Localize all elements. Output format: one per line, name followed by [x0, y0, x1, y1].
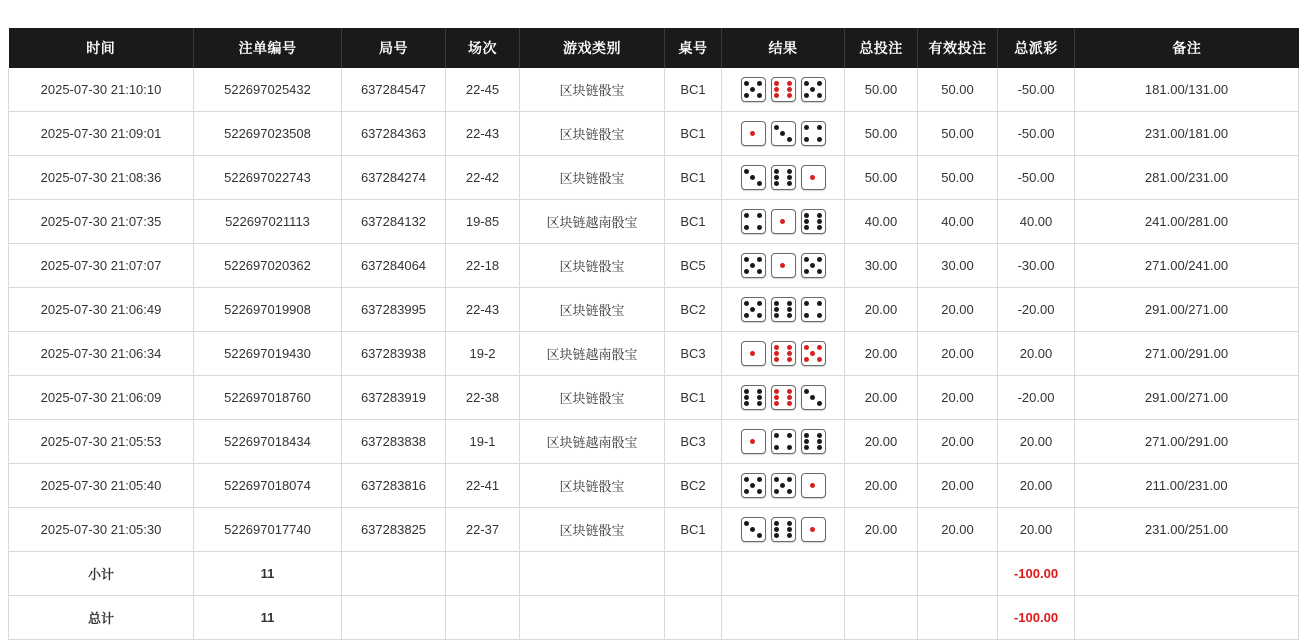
cell-remark: 241.00/281.00	[1075, 200, 1299, 244]
cell-game-type: 区块链越南骰宝	[520, 200, 665, 244]
cell-valid-bet: 20.00	[918, 420, 998, 464]
cell-table-no: BC1	[665, 200, 722, 244]
cell-order-no: 522697023508	[194, 112, 342, 156]
cell-total-payout: -20.00	[998, 288, 1075, 332]
cell-table-no: BC1	[665, 68, 722, 112]
summary-blank-gametype	[520, 552, 665, 596]
table-header	[9, 28, 1299, 68]
dice-icon	[771, 473, 796, 498]
dice-group	[723, 517, 843, 542]
dice-icon	[771, 165, 796, 190]
summary-count: 11	[194, 552, 342, 596]
dice-icon	[741, 341, 766, 366]
dice-icon	[741, 121, 766, 146]
summary-label: 小计	[9, 552, 194, 596]
table-row[interactable]	[9, 200, 1299, 244]
table-row[interactable]	[9, 420, 1299, 464]
cell-remark: 231.00/251.00	[1075, 508, 1299, 552]
dice-icon	[801, 77, 826, 102]
dice-icon	[801, 297, 826, 322]
cell-game-type: 区块链骰宝	[520, 288, 665, 332]
cell-result	[722, 244, 845, 288]
cell-session: 22-41	[446, 464, 520, 508]
cell-valid-bet: 20.00	[918, 332, 998, 376]
dice-icon	[801, 165, 826, 190]
cell-time: 2025-07-30 21:08:36	[9, 156, 194, 200]
dice-group	[723, 429, 843, 454]
dice-icon	[741, 429, 766, 454]
column-header-total-bet: 总投注	[845, 28, 918, 68]
cell-table-no: BC1	[665, 508, 722, 552]
cell-table-no: BC2	[665, 288, 722, 332]
summary-label: 总计	[9, 596, 194, 640]
cell-valid-bet: 20.00	[918, 464, 998, 508]
cell-order-no: 522697019908	[194, 288, 342, 332]
cell-total-bet: 50.00	[845, 112, 918, 156]
cell-time: 2025-07-30 21:05:40	[9, 464, 194, 508]
cell-game-type: 区块链骰宝	[520, 112, 665, 156]
cell-result	[722, 508, 845, 552]
cell-round-no: 637283919	[342, 376, 446, 420]
dice-icon	[741, 385, 766, 410]
column-header-session: 场次	[446, 28, 520, 68]
dice-icon	[741, 517, 766, 542]
cell-order-no: 522697019430	[194, 332, 342, 376]
summary-total-bet: 340.00	[845, 552, 918, 596]
cell-time: 2025-07-30 21:05:30	[9, 508, 194, 552]
table-row[interactable]	[9, 508, 1299, 552]
cell-game-type: 区块链骰宝	[520, 376, 665, 420]
cell-order-no: 522697018074	[194, 464, 342, 508]
cell-round-no: 637284363	[342, 112, 446, 156]
dice-icon	[801, 517, 826, 542]
table-body	[9, 68, 1299, 640]
cell-result	[722, 200, 845, 244]
cell-total-payout: 20.00	[998, 464, 1075, 508]
cell-game-type: 区块链骰宝	[520, 68, 665, 112]
cell-result	[722, 332, 845, 376]
column-header-round-no: 局号	[342, 28, 446, 68]
cell-time: 2025-07-30 21:09:01	[9, 112, 194, 156]
cell-result	[722, 420, 845, 464]
dice-icon	[801, 385, 826, 410]
dice-icon	[801, 253, 826, 278]
dice-icon	[801, 473, 826, 498]
cell-session: 22-42	[446, 156, 520, 200]
dice-icon	[771, 77, 796, 102]
cell-total-payout: -30.00	[998, 244, 1075, 288]
cell-time: 2025-07-30 21:05:53	[9, 420, 194, 464]
cell-remark: 281.00/231.00	[1075, 156, 1299, 200]
cell-valid-bet: 30.00	[918, 244, 998, 288]
cell-remark: 291.00/271.00	[1075, 376, 1299, 420]
cell-result	[722, 288, 845, 332]
dice-group	[723, 121, 843, 146]
cell-valid-bet: 20.00	[918, 288, 998, 332]
cell-table-no: BC1	[665, 112, 722, 156]
dice-icon	[771, 297, 796, 322]
dice-group	[723, 77, 843, 102]
summary-total-payout: -100.00	[998, 552, 1075, 596]
cell-remark: 231.00/181.00	[1075, 112, 1299, 156]
cell-total-payout: -20.00	[998, 376, 1075, 420]
cell-session: 19-2	[446, 332, 520, 376]
dice-group	[723, 473, 843, 498]
cell-result	[722, 156, 845, 200]
summary-blank-table	[665, 552, 722, 596]
cell-total-bet: 20.00	[845, 508, 918, 552]
cell-order-no: 522697017740	[194, 508, 342, 552]
cell-session: 22-18	[446, 244, 520, 288]
cell-session: 22-45	[446, 68, 520, 112]
cell-table-no: BC5	[665, 244, 722, 288]
cell-valid-bet: 40.00	[918, 200, 998, 244]
dice-icon	[741, 253, 766, 278]
summary-blank-session	[446, 552, 520, 596]
table-row[interactable]	[9, 68, 1299, 112]
dice-icon	[771, 209, 796, 234]
cell-session: 22-43	[446, 112, 520, 156]
dice-group	[723, 209, 843, 234]
cell-order-no: 522697018434	[194, 420, 342, 464]
dice-group	[723, 165, 843, 190]
cell-total-bet: 50.00	[845, 68, 918, 112]
column-header-order-no: 注单编号	[194, 28, 342, 68]
table-row[interactable]	[9, 244, 1299, 288]
cell-total-payout: 20.00	[998, 420, 1075, 464]
cell-game-type: 区块链越南骰宝	[520, 420, 665, 464]
cell-remark: 271.00/241.00	[1075, 244, 1299, 288]
cell-session: 19-85	[446, 200, 520, 244]
dice-icon	[741, 165, 766, 190]
column-header-table-no: 桌号	[665, 28, 722, 68]
cell-remark: 271.00/291.00	[1075, 420, 1299, 464]
table-row[interactable]	[9, 112, 1299, 156]
cell-round-no: 637283838	[342, 420, 446, 464]
cell-game-type: 区块链骰宝	[520, 244, 665, 288]
dice-icon	[801, 429, 826, 454]
cell-order-no: 522697021113	[194, 200, 342, 244]
cell-order-no: 522697020362	[194, 244, 342, 288]
cell-valid-bet: 50.00	[918, 156, 998, 200]
summary-row	[9, 552, 1299, 596]
header-row	[9, 28, 1299, 68]
dice-icon	[771, 341, 796, 366]
column-header-remark: 备注	[1075, 28, 1299, 68]
cell-total-bet: 30.00	[845, 244, 918, 288]
cell-table-no: BC1	[665, 156, 722, 200]
cell-total-payout: -50.00	[998, 112, 1075, 156]
cell-total-bet: 20.00	[845, 288, 918, 332]
cell-table-no: BC1	[665, 376, 722, 420]
cell-remark: 211.00/231.00	[1075, 464, 1299, 508]
cell-round-no: 637283825	[342, 508, 446, 552]
summary-valid-bet: 340.00	[918, 552, 998, 596]
table-row[interactable]	[9, 376, 1299, 420]
cell-order-no: 522697025432	[194, 68, 342, 112]
cell-session: 22-43	[446, 288, 520, 332]
cell-table-no: BC2	[665, 464, 722, 508]
cell-table-no: BC3	[665, 332, 722, 376]
column-header-total-payout: 总派彩	[998, 28, 1075, 68]
cell-remark: 181.00/131.00	[1075, 68, 1299, 112]
cell-round-no: 637283816	[342, 464, 446, 508]
column-header-valid-bet: 有效投注	[918, 28, 998, 68]
dice-icon	[741, 473, 766, 498]
dice-icon	[771, 429, 796, 454]
cell-total-payout: -50.00	[998, 68, 1075, 112]
cell-order-no: 522697018760	[194, 376, 342, 420]
cell-round-no: 637284132	[342, 200, 446, 244]
cell-remark: 291.00/271.00	[1075, 288, 1299, 332]
summary-blank-result	[722, 552, 845, 596]
cell-game-type: 区块链骰宝	[520, 508, 665, 552]
cell-time: 2025-07-30 21:06:09	[9, 376, 194, 420]
summary-valid-bet: 340.00	[918, 596, 998, 640]
dice-group	[723, 253, 843, 278]
dice-icon	[741, 209, 766, 234]
dice-icon	[741, 297, 766, 322]
dice-group	[723, 297, 843, 322]
cell-result	[722, 376, 845, 420]
cell-time: 2025-07-30 21:10:10	[9, 68, 194, 112]
cell-order-no: 522697022743	[194, 156, 342, 200]
cell-total-payout: 20.00	[998, 332, 1075, 376]
dice-icon	[771, 121, 796, 146]
cell-total-payout: 40.00	[998, 200, 1075, 244]
cell-total-payout: -50.00	[998, 156, 1075, 200]
cell-table-no: BC3	[665, 420, 722, 464]
dice-icon	[771, 253, 796, 278]
table-row[interactable]	[9, 464, 1299, 508]
cell-total-bet: 20.00	[845, 376, 918, 420]
cell-time: 2025-07-30 21:07:07	[9, 244, 194, 288]
column-header-game-type: 游戏类别	[520, 28, 665, 68]
cell-round-no: 637283995	[342, 288, 446, 332]
cell-time: 2025-07-30 21:06:49	[9, 288, 194, 332]
cell-game-type: 区块链越南骰宝	[520, 332, 665, 376]
column-header-result: 结果	[722, 28, 845, 68]
cell-total-bet: 50.00	[845, 156, 918, 200]
summary-total-bet: 340.00	[845, 596, 918, 640]
cell-session: 19-1	[446, 420, 520, 464]
cell-round-no: 637284274	[342, 156, 446, 200]
dice-icon	[801, 209, 826, 234]
cell-valid-bet: 20.00	[918, 376, 998, 420]
table-row[interactable]	[9, 332, 1299, 376]
cell-total-payout: 20.00	[998, 508, 1075, 552]
cell-game-type: 区块链骰宝	[520, 156, 665, 200]
table-row[interactable]	[9, 156, 1299, 200]
cell-result	[722, 68, 845, 112]
dice-icon	[801, 121, 826, 146]
bet-records-table	[8, 28, 1299, 640]
cell-game-type: 区块链骰宝	[520, 464, 665, 508]
cell-time: 2025-07-30 21:07:35	[9, 200, 194, 244]
cell-round-no: 637284547	[342, 68, 446, 112]
cell-valid-bet: 50.00	[918, 68, 998, 112]
cell-remark: 271.00/291.00	[1075, 332, 1299, 376]
dice-icon	[771, 517, 796, 542]
dice-icon	[771, 385, 796, 410]
cell-result	[722, 464, 845, 508]
table-row[interactable]	[9, 288, 1299, 332]
summary-count: 11	[194, 596, 342, 640]
cell-total-bet: 20.00	[845, 464, 918, 508]
cell-valid-bet: 20.00	[918, 508, 998, 552]
cell-total-bet: 40.00	[845, 200, 918, 244]
cell-result	[722, 112, 845, 156]
summary-blank-remark	[1075, 552, 1299, 596]
cell-total-bet: 20.00	[845, 332, 918, 376]
cell-valid-bet: 50.00	[918, 112, 998, 156]
dice-group	[723, 385, 843, 410]
cell-session: 22-38	[446, 376, 520, 420]
cell-round-no: 637284064	[342, 244, 446, 288]
cell-round-no: 637283938	[342, 332, 446, 376]
dice-group	[723, 341, 843, 366]
dice-icon	[801, 341, 826, 366]
column-header-time: 时间	[9, 28, 194, 68]
cell-total-bet: 20.00	[845, 420, 918, 464]
cell-session: 22-37	[446, 508, 520, 552]
dice-icon	[741, 77, 766, 102]
summary-total-payout: -100.00	[998, 596, 1075, 640]
summary-blank-round	[342, 552, 446, 596]
cell-time: 2025-07-30 21:06:34	[9, 332, 194, 376]
